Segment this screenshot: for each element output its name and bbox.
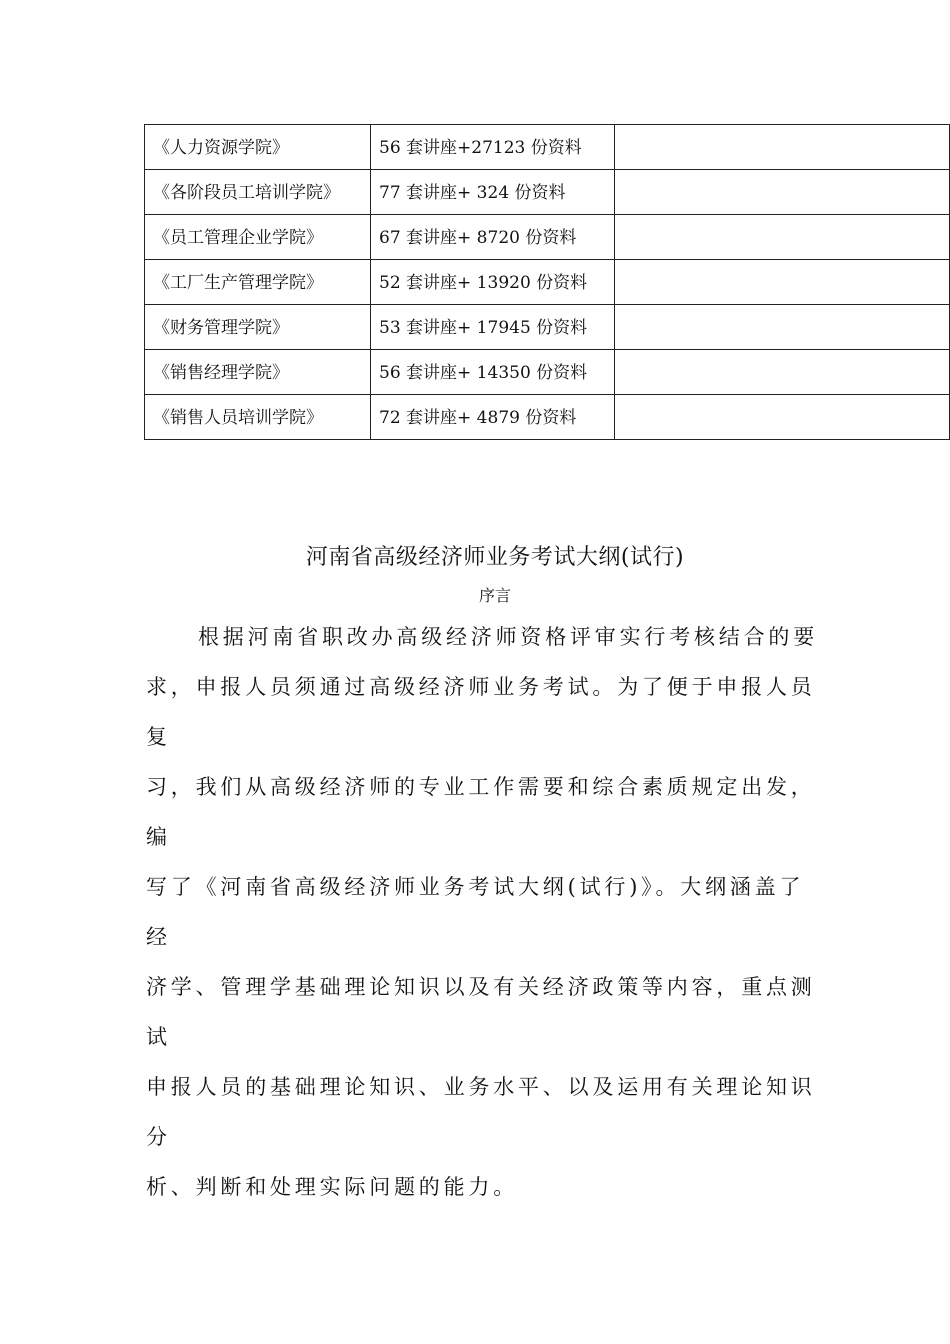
paragraph-line: 根据河南省职改办高级经济师资格评审实行考核结合的要 [198, 625, 818, 649]
course-note [615, 350, 950, 395]
course-name: 《人力资源学院》 [145, 125, 371, 170]
paragraph-line: 分 [146, 1125, 171, 1149]
table-row [145, 260, 950, 305]
course-detail: 53 套讲座+ 17945 份资料 [371, 305, 615, 350]
paragraph-line: 试 [146, 1025, 171, 1049]
table-row [145, 125, 950, 170]
course-table [144, 124, 950, 440]
paragraph-line: 习，我们从高级经济师的专业工作需要和综合素质规定出发， [146, 775, 816, 799]
course-detail: 56 套讲座+27123 份资料 [371, 125, 615, 170]
course-note [615, 395, 950, 440]
table-row [145, 170, 950, 215]
table-row [145, 215, 950, 260]
course-name: 《销售人员培训学院》 [145, 395, 371, 440]
course-name: 《财务管理学院》 [145, 305, 371, 350]
course-note [615, 215, 950, 260]
course-detail: 77 套讲座+ 324 份资料 [371, 170, 615, 215]
paragraph-line: 写了《河南省高级经济师业务考试大纲(试行)》。大纲涵盖了 [146, 875, 805, 899]
paragraph-line: 申报人员的基础理论知识、业务水平、以及运用有关理论知识 [146, 1075, 816, 1099]
table-row [145, 305, 950, 350]
course-name: 《工厂生产管理学院》 [145, 260, 371, 305]
table-row [145, 350, 950, 395]
course-detail: 67 套讲座+ 8720 份资料 [371, 215, 615, 260]
paragraph-line: 析、判断和处理实际问题的能力。 [146, 1175, 518, 1199]
course-name: 《销售经理学院》 [145, 350, 371, 395]
course-note [615, 305, 950, 350]
paragraph-line: 求，申报人员须通过高级经济师业务考试。为了便于申报人员 [146, 675, 816, 699]
course-note [615, 260, 950, 305]
course-detail: 72 套讲座+ 4879 份资料 [371, 395, 615, 440]
document-subtitle: 序言 [478, 586, 511, 605]
course-detail: 52 套讲座+ 13920 份资料 [371, 260, 615, 305]
preface-paragraph [146, 612, 850, 1212]
course-note [615, 125, 950, 170]
course-note [615, 170, 950, 215]
course-detail: 56 套讲座+ 14350 份资料 [371, 350, 615, 395]
table-row [145, 395, 950, 440]
course-name: 《各阶段员工培训学院》 [145, 170, 371, 215]
paragraph-line: 经 [146, 925, 171, 949]
document-title: 河南省高级经济师业务考试大纲(试行) [305, 545, 685, 570]
paragraph-line: 复 [146, 725, 171, 749]
paragraph-line: 济学、管理学基础理论知识以及有关经济政策等内容，重点测 [146, 975, 816, 999]
paragraph-line: 编 [146, 825, 171, 849]
course-name: 《员工管理企业学院》 [145, 215, 371, 260]
